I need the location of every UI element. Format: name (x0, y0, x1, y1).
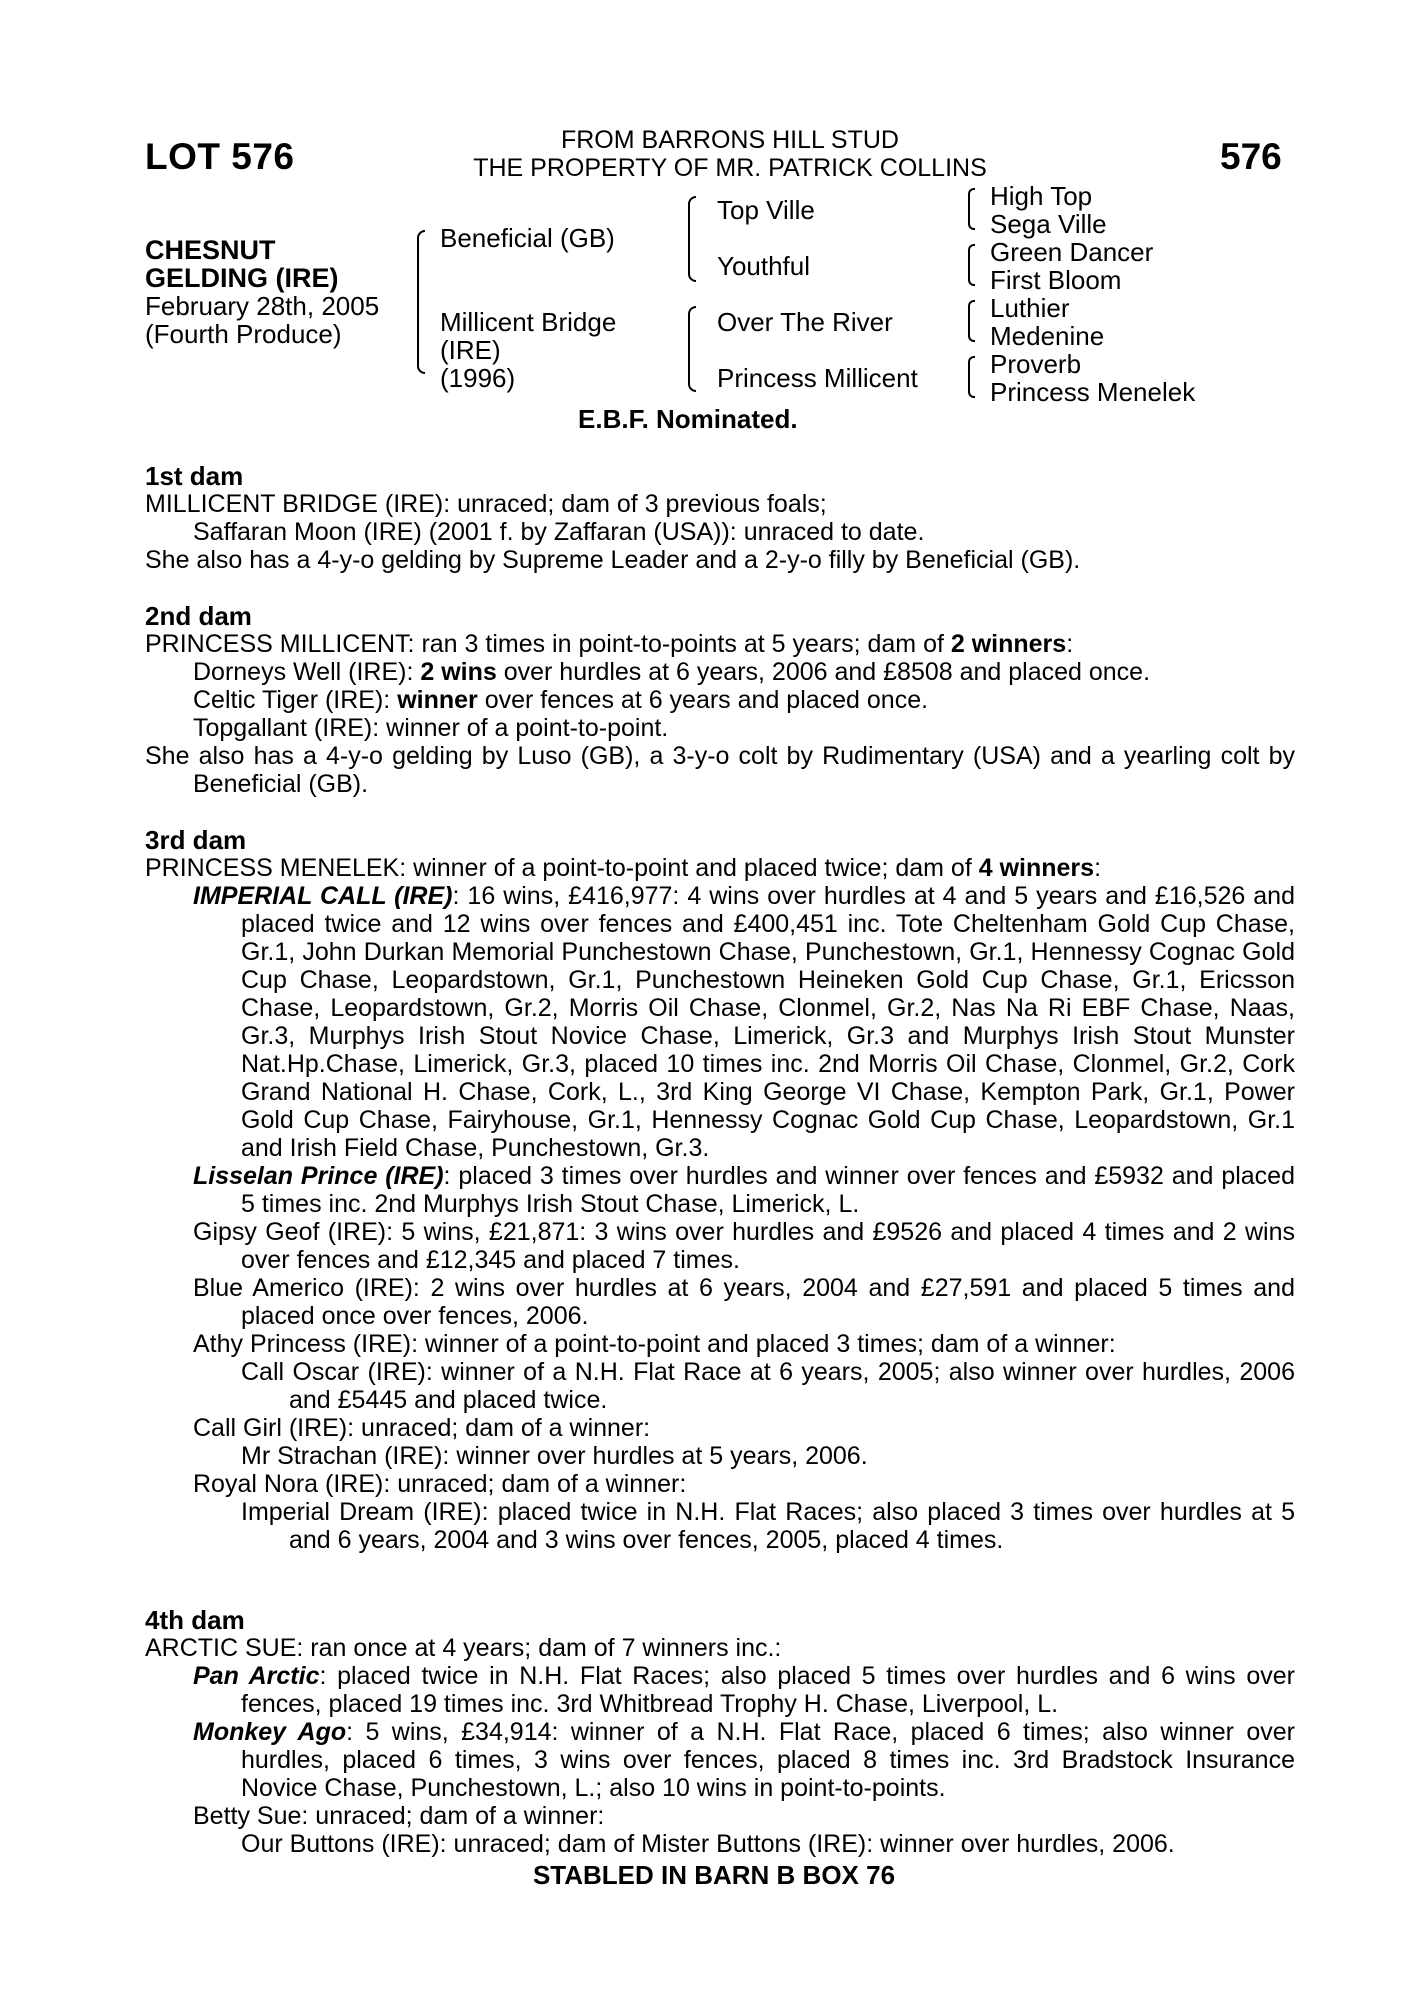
colour-sex-line-1: CHESNUT (145, 235, 276, 265)
also-has: She also has a 4-y-o gelding by Supreme Leader and a 2-y-o filly by Beneficial (GB). (145, 546, 1081, 574)
text: PRINCESS MENELEK: winner of a point-to-point and placed twice; dam of (145, 854, 979, 882)
pedigree-dam-name: Millicent Bridge (440, 307, 617, 337)
bold-text: 2 winners (950, 630, 1067, 658)
foaling-date: February 28th, 2005 (145, 291, 380, 321)
consignor-line-2: THE PROPERTY OF MR. PATRICK COLLINS (473, 154, 987, 182)
produce-entry: Athy Princess (IRE): winner of a point-to-point and placed 3 times; dam of a winner: (193, 1330, 1116, 1358)
bold-text: 4 winners (978, 854, 1095, 882)
consignor-line-1: FROM BARRONS HILL STUD (560, 126, 899, 154)
section-heading: 2nd dam (145, 601, 252, 631)
section-heading: 3rd dam (145, 825, 247, 855)
lot-number: 576 (1220, 136, 1282, 177)
produce-entry: Saffaran Moon (IRE) (2001 f. by Zaffaran (USA)): unraced to date. (193, 518, 925, 546)
horse-description (145, 236, 379, 348)
produce-entry: Call Girl (IRE): unraced; dam of a winner: (193, 1414, 651, 1442)
pedigree-brace-sire (688, 196, 696, 282)
colour-sex-line-2: GELDING (IRE) (145, 263, 339, 293)
pedigree-dam (440, 308, 616, 392)
text: over hurdles at 6 years, 2006 and £8508 and placed once. (496, 658, 1151, 686)
dam-entry (145, 630, 1295, 658)
pedigree-g3-7: Proverb (990, 349, 1082, 379)
fourth-dam-section (145, 1606, 1295, 1858)
pedigree-sire-dam: Youthful (717, 251, 811, 281)
pedigree-dam-dam: Princess Millicent (717, 363, 918, 393)
pedigree-g3-4: First Bloom (990, 265, 1122, 295)
produce-entry: Our Buttons (IRE): unraced; dam of Mister Buttons (IRE): winner over hurdles, 2006. (241, 1830, 1175, 1858)
black-type-name: Lisselan Prince (IRE) (193, 1162, 444, 1190)
pedigree-sire: Beneficial (GB) (440, 223, 615, 253)
produce-entry: Gipsy Geof (IRE): 5 wins, £21,871: 3 wins over hurdles and £9526 and placed 4 times and 2 wins over fences and £12,345 and placed 7 times. (193, 1218, 1295, 1274)
pedigree-brace-g3-1 (968, 188, 975, 230)
text: : 5 wins, £34,914: winner of a N.H. Flat Race, placed 6 times; also winner over hurdles, placed 6 times, 3 wins over fences, placed 8 times inc. 3rd Bradstock Insurance Novice Chase, Punchestown, L.; also 10 wins in point-to-points. (241, 1718, 1296, 1802)
text: : (1066, 630, 1074, 658)
text: Dorneys Well (IRE): (193, 658, 421, 686)
pedigree-brace-g3-4 (968, 356, 975, 398)
second-dam-section (145, 602, 1295, 798)
pedigree-g3-5: Luthier (990, 293, 1070, 323)
black-type-name: IMPERIAL CALL (IRE) (193, 882, 453, 910)
pedigree-g3-6: Medenine (990, 321, 1105, 351)
produce-entry: Blue Americo (IRE): 2 wins over hurdles at 6 years, 2004 and £27,591 and placed 5 times and placed once over fences, 2006. (193, 1274, 1295, 1330)
produce-entry (145, 1718, 1295, 1802)
pedigree-g3-1: High Top (990, 181, 1093, 211)
pedigree-g3-3: Green Dancer (990, 237, 1154, 267)
pedigree-brace-main (417, 230, 425, 374)
produce-entry: Imperial Dream (IRE): placed twice in N.H. Flat Races; also placed 3 times over hurdles at 5 and 6 years, 2004 and 3 wins over fences, 2005, placed 4 times. (241, 1498, 1295, 1554)
text: : placed twice in N.H. Flat Races; also placed 5 times over hurdles and 6 wins over fences, placed 19 times inc. 3rd Whitbread Trophy H. Chase, Liverpool, L. (241, 1662, 1295, 1718)
produce-number: (Fourth Produce) (145, 319, 342, 349)
pedigree-sire-sire: Top Ville (717, 195, 815, 225)
black-type-name: Pan Arctic (193, 1662, 320, 1690)
produce-entry (145, 882, 1295, 1162)
text: over fences at 6 years and placed once. (477, 686, 929, 714)
text: Celtic Tiger (IRE): (193, 686, 398, 714)
text: PRINCESS MILLICENT: ran 3 times in point-to-points at 5 years; dam of (145, 630, 951, 658)
first-dam-section (145, 462, 1295, 574)
text: : (1094, 854, 1102, 882)
pedigree-brace-g3-2 (968, 244, 975, 286)
pedigree-brace-g3-3 (968, 300, 975, 342)
produce-entry: Call Oscar (IRE): winner of a N.H. Flat Race at 6 years, 2005; also winner over hurdles, 2006 and £5445 and placed twice. (241, 1358, 1295, 1414)
produce-entry (145, 658, 1295, 686)
pedigree-dam-country: (IRE) (440, 335, 501, 365)
produce-entry: Royal Nora (IRE): unraced; dam of a winner: (193, 1470, 687, 1498)
pedigree-dam-sire: Over The River (717, 307, 893, 337)
stabling-info: STABLED IN BARN B BOX 76 (532, 1860, 896, 1890)
lot-label: LOT 576 (145, 136, 295, 177)
dam-entry: MILLICENT BRIDGE (IRE): unraced; dam of 3 previous foals; (145, 490, 827, 518)
produce-entry: Betty Sue: unraced; dam of a winner: (193, 1802, 605, 1830)
produce-entry: Mr Strachan (IRE): winner over hurdles at 5 years, 2006. (241, 1442, 868, 1470)
produce-entry: Topgallant (IRE): winner of a point-to-point. (193, 714, 669, 742)
pedigree-g3-8: Princess Menelek (990, 377, 1196, 407)
also-has: She also has a 4-y-o gelding by Luso (GB), a 3-y-o colt by Rudimentary (USA) and a yearling colt by Beneficial (GB). (145, 742, 1295, 798)
bold-text: 2 wins (420, 658, 497, 686)
black-type-name: Monkey Ago (193, 1718, 347, 1746)
produce-entry (145, 686, 1295, 714)
third-dam-section (145, 826, 1295, 1554)
pedigree-g3-2: Sega Ville (990, 209, 1107, 239)
produce-entry (145, 1162, 1295, 1218)
pedigree-dam-year: (1996) (440, 363, 516, 393)
bold-text: winner (397, 686, 478, 714)
text: : 16 wins, £416,977: 4 wins over hurdles at 4 and 5 years and £16,526 and placed twice and 12 wins over fences and £400,451 inc. Tote Cheltenham Gold Cup Chase, Gr.1, John Durkan Memorial Punchestown Chase, Punchestown, Gr.1, Hennessy Cognac Gold Cup Chase, Leopardstown, Gr.1, Punchestown Heineken Gold Cup Chase, Gr.1, Ericsson Chase, Leopardstown, Gr.2, Morris Oil Chase, Clonmel, Gr.2, Nas Na Ri EBF Chase, Naas, Gr.3, Murphys Irish Stout Novice Chase, Limerick, Gr.3 and Murphys Irish Stout Munster Nat.Hp.Chase, Limerick, Gr.3, placed 10 times inc. 2nd Morris Oil Chase, Clonmel, Gr.2, Cork Grand National H. Chase, Cork, L., 3rd King George VI Chase, Kempton Park, Gr.1, Power Gold Cup Chase, Fairyhouse, Gr.1, Hennessy Cognac Gold Cup Chase, Leopardstown, Gr.1 and Irish Field Chase, Punchestown, Gr.3. (241, 882, 1295, 1162)
produce-entry (145, 1662, 1295, 1718)
dam-entry: ARCTIC SUE: ran once at 4 years; dam of 7 winners inc.: (145, 1634, 782, 1662)
section-heading: 4th dam (145, 1605, 245, 1635)
section-heading: 1st dam (145, 461, 244, 491)
text: : placed 3 times over hurdles and winner over fences and £5932 and placed 5 times inc. 2nd Murphys Irish Stout Chase, Limerick, L. (241, 1162, 1295, 1218)
ebf-nominated: E.B.F. Nominated. (578, 404, 798, 434)
pedigree-brace-dam (688, 306, 696, 392)
dam-entry (145, 854, 1295, 882)
